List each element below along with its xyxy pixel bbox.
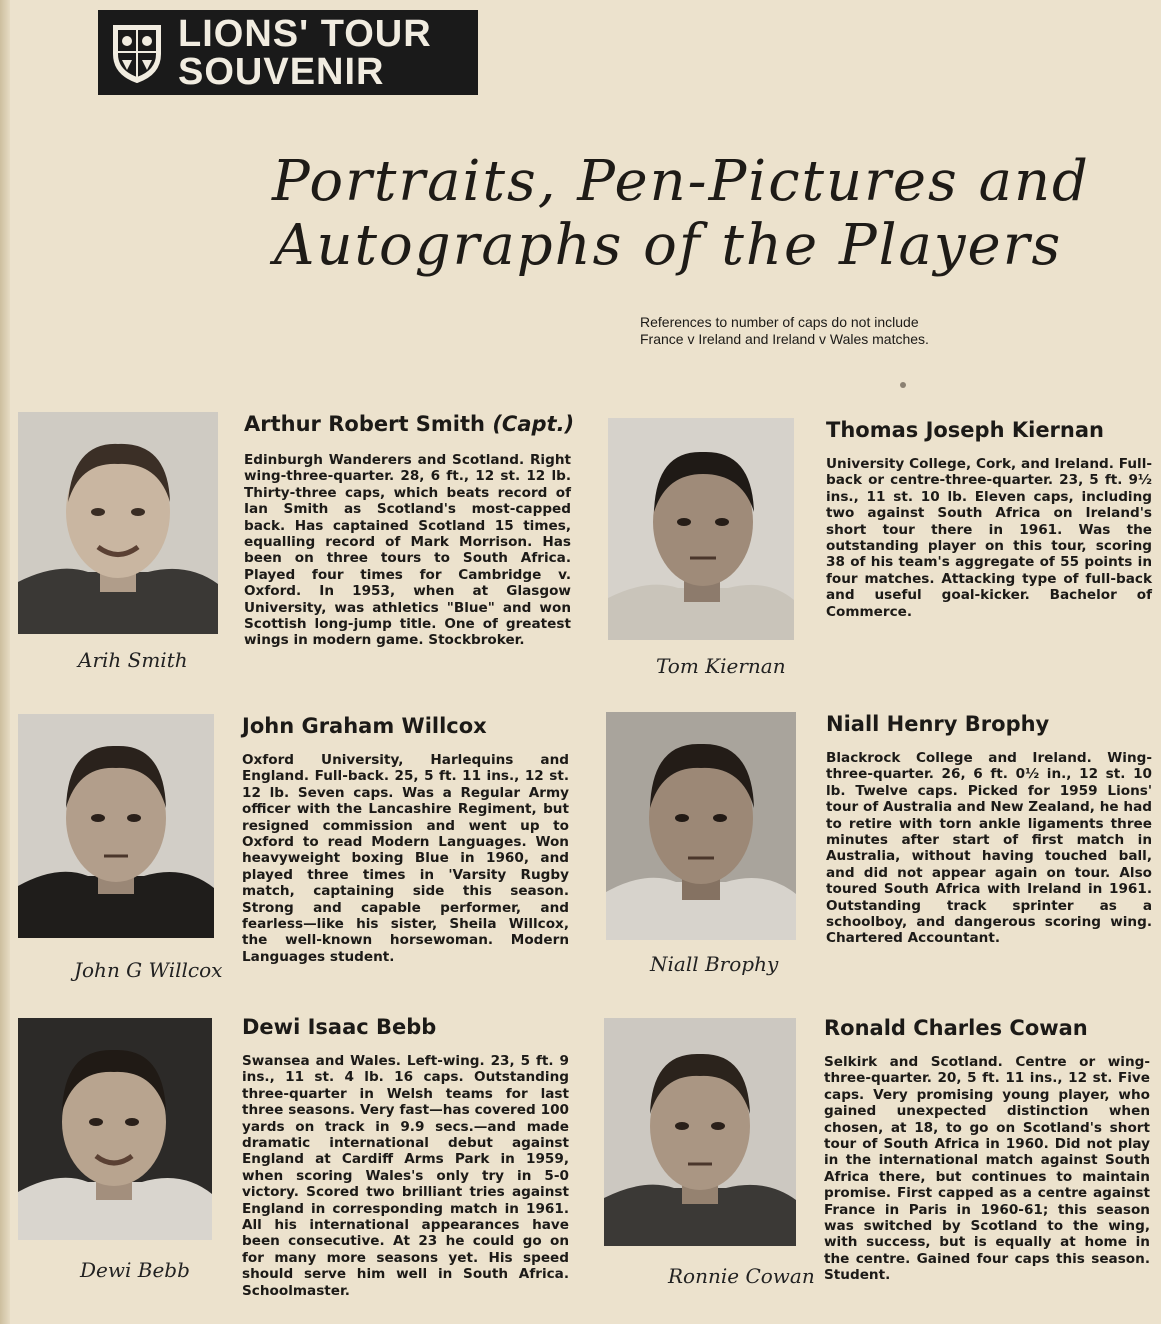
header-line-2: SOUVENIR bbox=[178, 50, 385, 93]
player-name-cowan: Ronald Charles Cowan bbox=[824, 1016, 1088, 1040]
signature-kiernan: Tom Kiernan bbox=[656, 654, 786, 678]
player-name-brophy: Niall Henry Brophy bbox=[826, 712, 1050, 736]
souvenir-header bbox=[98, 10, 478, 95]
player-name-kiernan: Thomas Joseph Kiernan bbox=[826, 418, 1104, 442]
player-name-bebb: Dewi Isaac Bebb bbox=[242, 1015, 437, 1039]
note-line-1: References to number of caps do not include bbox=[640, 314, 919, 330]
print-speck bbox=[900, 382, 906, 388]
player-photo-cowan bbox=[604, 1018, 796, 1246]
header-line-1: LIONS' TOUR bbox=[178, 12, 432, 55]
player-bio-bebb: Swansea and Wales. Left-wing. 23, 5 ft. 9 ins., 11 st. 4 lb. 16 caps. Outstanding three-quarter in Welsh teams for last three seasons. Very fast—has covered 100 yards on track in 9.9 secs.—and made dramatic international debut against England at Cardiff Arms Park in 1959, when scoring Wales's only try in 5-0 victory. Scored two brilliant tries against England in corresponding match in 1961. All his international appearances have been consecutive. At 23 he could go on for many more seasons yet. His speed should serve him well in South Africa. Schoolmaster. bbox=[242, 1053, 569, 1299]
player-bio-willcox: Oxford University, Harlequins and England. Full-back. 25, 5 ft. 11 ins., 12 st. 12 lb. Seven caps. Was a Regular Army officer with the Lancashire Regiment, but resigned commission and went up to Oxford to read Modern Languages. Won heavyweight boxing Blue in 1960, and played three times in 'Varsity Rugby match, captaining side this season. Strong and capable performer, and fearless—like his sister, Sheila Willcox, the well-known horsewoman. Modern Languages student. bbox=[242, 752, 569, 965]
signature-brophy: Niall Brophy bbox=[650, 952, 779, 976]
player-photo-willcox bbox=[18, 714, 214, 938]
signature-willcox: John G Willcox bbox=[74, 958, 223, 982]
player-photo-brophy bbox=[606, 712, 796, 940]
signature-smith: Arih Smith bbox=[78, 648, 188, 672]
title-line-1: Portraits, Pen-Pictures and bbox=[272, 149, 1090, 214]
page-edge bbox=[0, 0, 10, 1324]
page-title bbox=[272, 149, 1090, 278]
player-name-text: Arthur Robert Smith bbox=[244, 412, 485, 436]
player-bio-smith: Edinburgh Wanderers and Scotland. Right wing-three-quarter. 28, 6 ft., 12 st. 12 lb. Thirty-three caps, which beats record of Ian Smith as Scotland's most-capped back. Has captained Scotland 15 times, equalling record of Mark Morrison. Has been on three tours to South Africa. Played four times for Cambridge v. Oxford. In 1953, when at Glasgow University, was athletics "Blue" and won Scottish long-jump title. One of greatest wings in modern game. Stockbroker. bbox=[244, 452, 571, 649]
lions-crest-icon bbox=[106, 20, 168, 86]
signature-bebb: Dewi Bebb bbox=[80, 1258, 190, 1282]
caps-note bbox=[640, 314, 1000, 348]
signature-cowan: Ronnie Cowan bbox=[668, 1264, 815, 1288]
player-name-willcox: John Graham Willcox bbox=[242, 714, 487, 738]
title-line-2: Autographs of the Players bbox=[274, 213, 1063, 278]
captain-label: (Capt.) bbox=[492, 412, 575, 436]
player-bio-brophy: Blackrock College and Ireland. Wing-three-quarter. 26, 6 ft. 0½ in., 12 st. 10 lb. Twelve caps. Picked for 1959 Lions' tour of Australia and New Zealand, he had to retire with torn ankle ligaments three minutes after start of first match in Australia, without having touched ball, and did not appear again on tour. Also toured South Africa with Ireland in 1961. Outstanding track sprinter as a schoolboy, and dangerous scoring wing. Chartered Accountant. bbox=[826, 750, 1152, 947]
header-title bbox=[178, 12, 432, 93]
player-bio-cowan: Selkirk and Scotland. Centre or wing-three-quarter. 20, 5 ft. 11 ins., 12 st. Five caps. Very promising young player, who gained unexpected distinction when chosen, at 18, to go on Scotland's short tour of South Africa in 1960. Did not play in the international match against South Africa there, but continues to maintain promise. First capped as a centre against France in Paris in 1960-61; this season was switched by Scotland to the wing, with success, but is equally at home in the centre. Gained four caps this season. Student. bbox=[824, 1054, 1150, 1284]
player-photo-kiernan bbox=[608, 418, 794, 640]
player-photo-smith bbox=[18, 412, 218, 634]
player-bio-kiernan: University College, Cork, and Ireland. Full-back or centre-three-quarter. 23, 5 ft. 9½ ins., 11 st. 10 lb. Eleven caps, including two against South Africa on Ireland's short tour there in 1961. Was the outstanding player on this tour, scoring 38 of his team's aggregate of 55 points in four matches. Attacking type of full-back and useful goal-kicker. Bachelor of Commerce. bbox=[826, 456, 1152, 620]
note-line-2: France v Ireland and Ireland v Wales matches. bbox=[640, 331, 929, 347]
player-name-smith bbox=[244, 412, 574, 436]
player-photo-bebb bbox=[18, 1018, 212, 1240]
